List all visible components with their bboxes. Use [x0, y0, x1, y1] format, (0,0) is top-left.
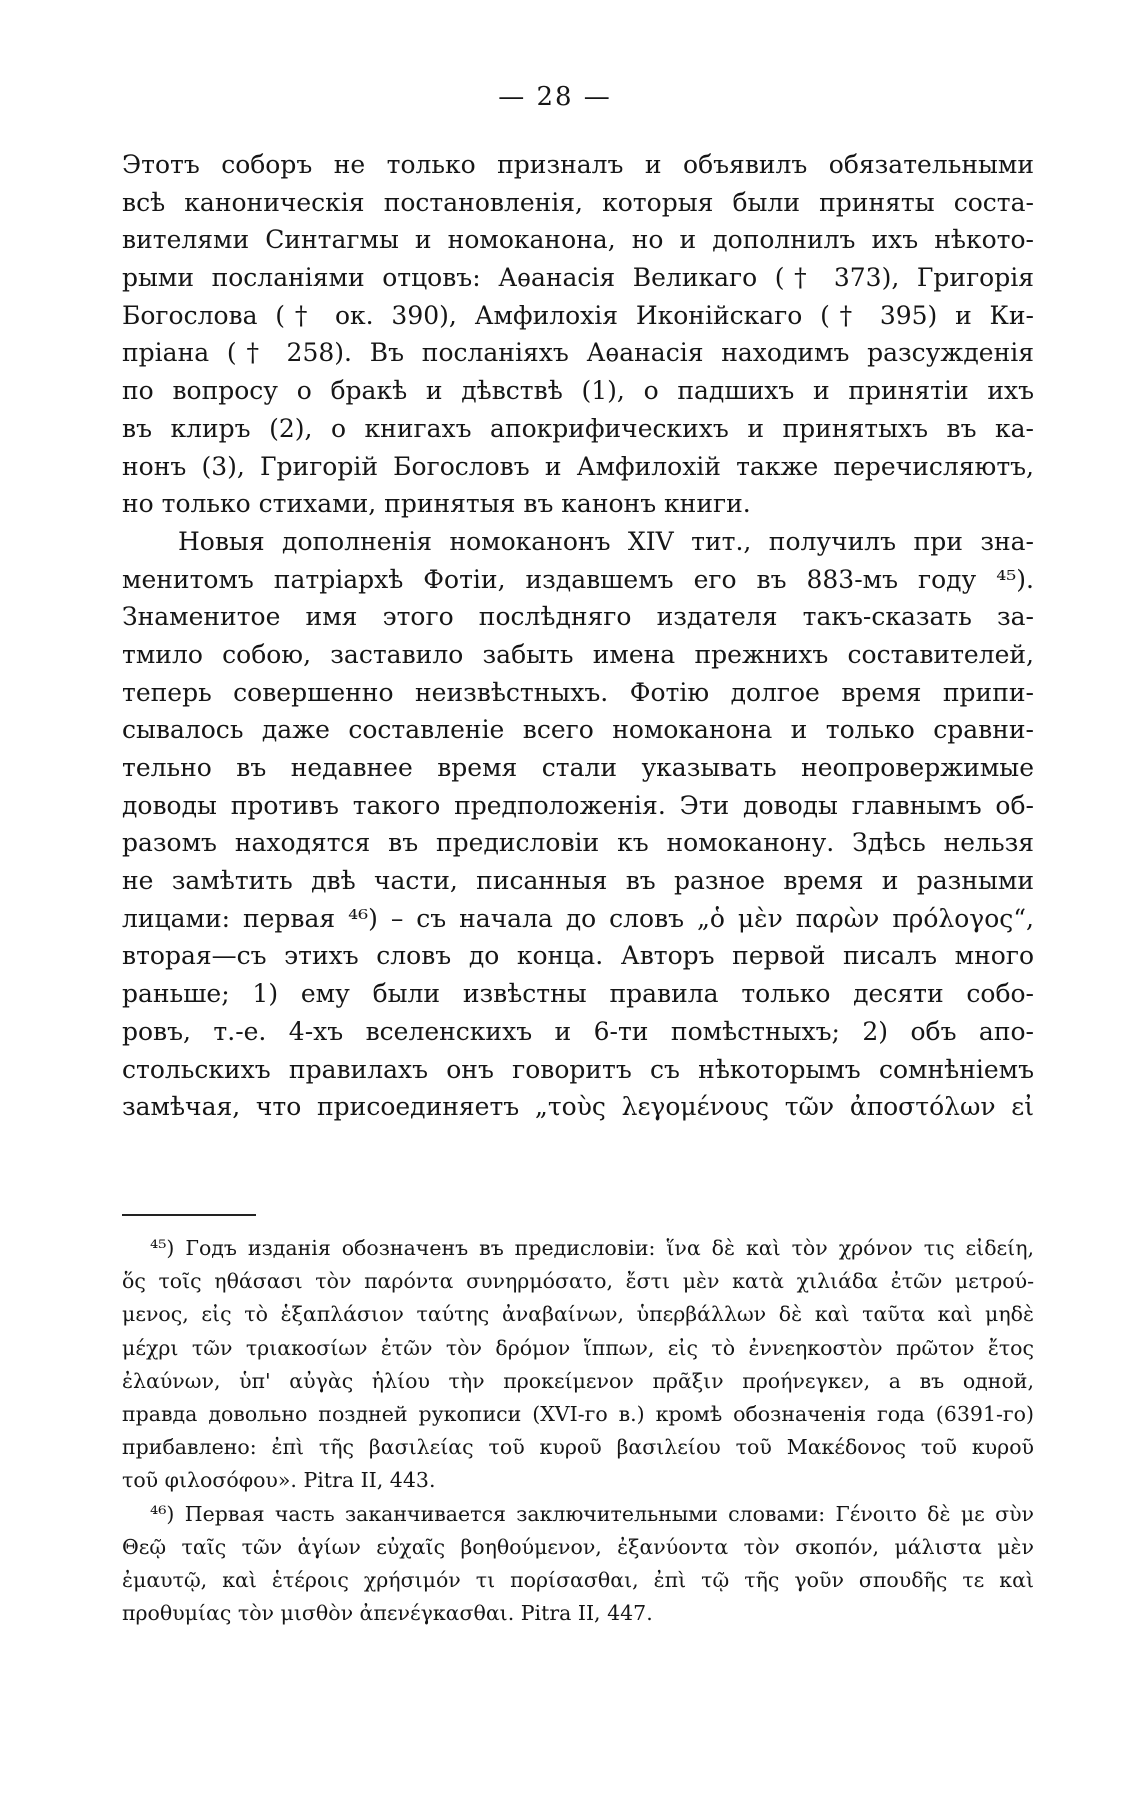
text-line: пріана († 258). Въ посланіяхъ Аѳанасія находимъ разсужденія [122, 338, 1034, 368]
text-line: по вопросу о бракѣ и дѣвствѣ (1), о падшихъ и принятіи ихъ [122, 376, 1034, 406]
text-line: Богослова († ок. 390), Амфилохія Иконійскаго († 395) и Ки- [122, 300, 1034, 330]
text-line: стольскихъ правилахъ онъ говоритъ съ нѣкоторымъ сомнѣніемъ [122, 1054, 1034, 1084]
main-text [122, 146, 1034, 1126]
footnote-45-line: μέχρι τῶν τριακοσίων ἐτῶν τὸν δρόμον ἵππων, εἰς τὸ ἐννεηκοστὸν πρῶτον ἔτος [122, 1335, 1034, 1360]
footnote-45-line: μενος, εἰς τὸ ἑξαπλάσιον ταύτης ἀναβαίνων, ὑπερβάλλων δὲ καὶ ταῦτα καὶ μηδὲ [122, 1302, 1034, 1327]
footnote-45-line: τοῦ φιλοσόφου». Pitra II, 443. [122, 1468, 436, 1493]
text-line: менитомъ патріархѣ Фотіи, издавшемъ его въ 883-мъ году ⁴⁵). [122, 564, 1034, 594]
footnotes [122, 1232, 1034, 1630]
text-line: въ клиръ (2), о книгахъ апокрифическихъ и принятыхъ въ ка- [122, 413, 1034, 443]
text-line: тельно въ недавнее время стали указывать неопровержимые [122, 753, 1034, 782]
text-line: не замѣтить двѣ части, писанныя въ разное время и разными [122, 866, 1034, 896]
text-line: сывалось даже составленіе всего номоканона и только сравни- [122, 715, 1034, 745]
text-line: но только стихами, принятыя въ канонъ книги. [122, 489, 751, 519]
text-line: ровъ, т.-е. 4-хъ вселенскихъ и 6-ти помѣстныхъ; 2) объ апо- [122, 1016, 1034, 1046]
text-line: доводы противъ такого предположенія. Эти доводы главнымъ об- [122, 790, 1034, 820]
footnote-45-line: правда довольно поздней рукописи (XVI-го в.) кромѣ обозначенія года (6391-го) [122, 1401, 1034, 1426]
text-line: замѣчая, что присоединяетъ „τοὺς λεγομένους τῶν ἀποστόλων εἰ [122, 1092, 1034, 1122]
text-line: раньше; 1) ему были извѣстны правила только десяти собо- [122, 979, 1034, 1009]
footnote-45-line: прибавлено: ἐπὶ τῆς βασιλείας τοῦ κυροῦ βασιλείου τοῦ Μακέδονος τοῦ κυροῦ [122, 1435, 1034, 1460]
text-line: всѣ каноническія постановленія, которыя были приняты соста- [122, 187, 1034, 217]
page-number: — 28 — [498, 82, 612, 112]
footnote-46-line: ⁴⁶) Первая часть заканчивается заключительными словами: Γένοιτο δὲ με σὺν [150, 1501, 1034, 1526]
text-line: Этотъ соборъ не только призналъ и объявилъ обязательными [122, 150, 1034, 179]
text-line: вителями Синтагмы и номоканона, но и дополнилъ ихъ нѣкото- [122, 225, 1034, 255]
text-line: теперь совершенно неизвѣстныхъ. Фотію долгое время припи- [122, 677, 1034, 707]
paragraph-start-line: Новыя дополненія номоканонъ XIV тит., получилъ при зна- [178, 526, 1034, 556]
footnote-45-line: ⁴⁵) Годъ изданія обозначенъ въ предисловіи: ἵνα δὲ καὶ τὸν χρόνον τις εἰδείη, [150, 1236, 1034, 1260]
footnote-45-line: ἐλαύνων, ὑπ' αὐγὰς ἡλίου τὴν προκείμενον πρᾶξιν προήνεγκεν, а въ одной, [122, 1368, 1034, 1393]
footnote-45-line: ὅς τοῖς ηθάσασι τὸν παρόντα συνηρμόσατο, ἔστι μὲν κατὰ χιλιάδα ἐτῶν μετρού- [122, 1269, 1034, 1294]
footnote-separator [122, 1214, 256, 1216]
text-line: Знаменитое имя этого послѣдняго издателя такъ-сказать за- [122, 602, 1034, 632]
footnote-46-line: ἐμαυτῷ, καὶ ἑτέροις χρήσιμόν τι πορίσασθαι, ἐπὶ τῷ τῆς γοῦν σπουδῆς τε καὶ [122, 1567, 1034, 1592]
text-line: лицами: первая ⁴⁶) – съ начала до словъ „ὁ μὲν παρὼν πρόλογος“, [122, 903, 1034, 933]
text-line: вторая—съ этихъ словъ до конца. Авторъ первой писалъ много [122, 941, 1034, 971]
footnote-46-line: προθυμίας τὸν μισθὸν ἀπενέγκασθαι. Pitra II, 447. [122, 1601, 653, 1626]
text-line: тмило собою, заставило забыть имена прежнихъ составителей, [122, 639, 1034, 669]
footnote-46-line: Θεῷ ταῖς τῶν ἁγίων εὐχαῖς βοηθούμενον, ἐξανύοντα τὸν σκοπόν, μάλιστα μὲν [122, 1534, 1034, 1559]
text-line: нонъ (3), Григорій Богословъ и Амфилохій также перечисляютъ, [122, 451, 1034, 481]
text-line: рыми посланіями отцовъ: Аѳанасія Великаго († 373), Григорія [122, 263, 1034, 293]
text-line: разомъ находятся въ предисловіи къ номоканону. Здѣсь нельзя [122, 828, 1034, 858]
